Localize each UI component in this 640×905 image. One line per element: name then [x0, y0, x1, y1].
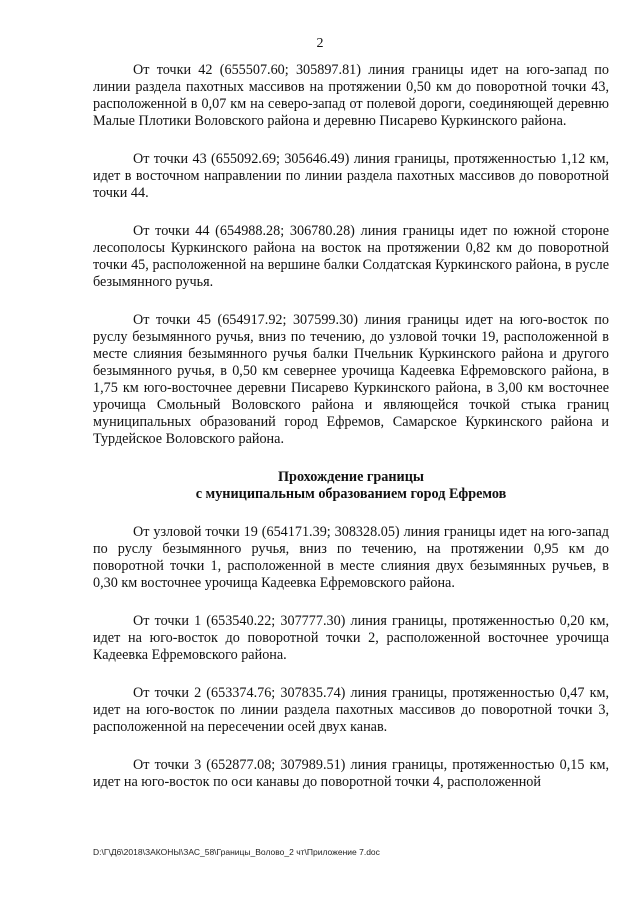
paragraph-point-3: От точки 3 (652877.08; 307989.51) линия границы, протяженностью 0,15 км, идет на юго-восток по оси канавы до поворотной точки 4, расположенной — [93, 757, 609, 790]
paragraph-point-45: От точки 45 (654917.92; 307599.30) линия границы идет на юго-восток по руслу безымянного ручья, вниз по течению, до узловой точки 19, расположенной в месте слияния безымянного ручья балки Пчельник Куркинского района и другого безымянного ручья, в 0,50 км севернее урочища Кадеевка Ефремовского района, в 1,75 км юго-восточнее деревни Писарево Куркинского района, в 3,00 км восточнее урочища Смольный Воловского района и являющейся точкой стыка границ муниципальных образований город Ефремов, Самарское Куркинского района и Турдейское Воловского района. — [93, 312, 609, 447]
paragraph-point-42: От точки 42 (655507.60; 305897.81) линия границы идет на юго-запад по линии раздела пахотных массивов на протяжении 0,50 км до поворотной точки 43, расположенной в 0,07 км на северо-запад от полевой дороги, соединяющей деревню Малые Плотики Воловского района и деревню Писарево Куркинского района. — [93, 62, 609, 129]
paragraph-node-19: От узловой точки 19 (654171.39; 308328.05) линия границы идет на юго-запад по руслу безымянного ручья, вниз по течению, на протяжении 0,95 км до поворотной точки 1, расположенной в месте слияния двух безымянных ручьев, в 0,30 км восточнее урочища Кадеевка Ефремовского района. — [93, 524, 609, 591]
paragraph-point-44: От точки 44 (654988.28; 306780.28) линия границы идет по южной стороне лесополосы Куркинского района на восток на протяжении 0,82 км до поворотной точки 45, расположенной на вершине балки Солдатская Куркинского района, в русле безымянного ручья. — [93, 223, 609, 290]
document-body — [93, 62, 609, 812]
paragraph-point-1: От точки 1 (653540.22; 307777.30) линия границы, протяженностью 0,20 км, идет на юго-восток до поворотной точки 2, расположенной восточнее урочища Кадеевка Ефремовского района. — [93, 613, 609, 663]
paragraph-point-43: От точки 43 (655092.69; 305646.49) линия границы, протяженностью 1,12 км, идет в восточном направлении по линии раздела пахотных массивов до поворотной точки 44. — [93, 151, 609, 201]
section-heading-line-2: с муниципальным образованием город Ефремов — [195, 486, 507, 502]
section-heading — [93, 469, 609, 503]
footer-file-path: D:\Г\Д6\2018\ЗАКОНЫ\ЗАС_58\Границы_Волово_2 чт\Приложение 7.doc — [93, 847, 380, 857]
section-heading-line-1: Прохождение границы — [278, 469, 424, 485]
paragraph-point-2: От точки 2 (653374.76; 307835.74) линия границы, протяженностью 0,47 км, идет на юго-восток по линии раздела пахотных массивов до поворотной точки 3, расположенной на пересечении осей двух канав. — [93, 685, 609, 735]
page-number: 2 — [316, 36, 324, 51]
